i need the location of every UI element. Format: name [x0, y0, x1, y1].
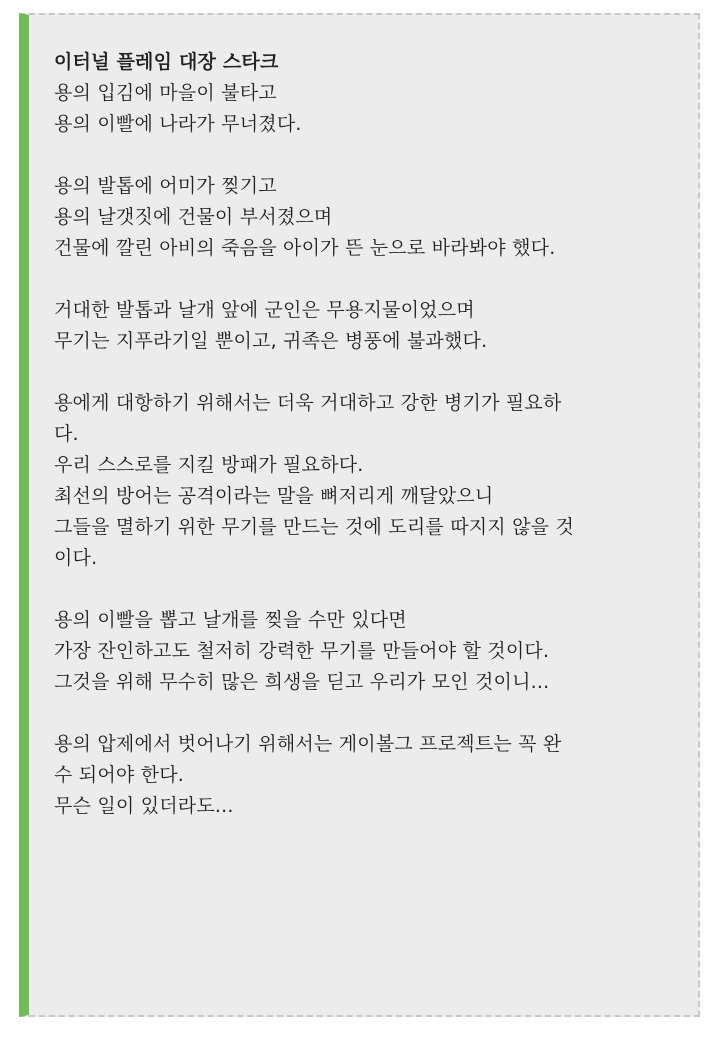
- quote-line: 우리 스스로를 지킬 방패가 필요하다.: [54, 454, 364, 476]
- stanza-5: [54, 605, 676, 698]
- quote-title: 이터널 플레임 대장 스타크: [54, 51, 279, 73]
- stanza-1: [54, 78, 676, 140]
- stanza-6: [54, 729, 676, 822]
- quote-line: 용의 날갯짓에 건물이 부서졌으며: [54, 206, 333, 228]
- stanza-4: [54, 388, 676, 574]
- quote-line: 가장 잔인하고도 철저히 강력한 무기를 만들어야 할 것이다.: [54, 640, 550, 662]
- quote-line: 건물에 깔린 아비의 죽음을 아이가 뜬 눈으로 바라봐야 했다.: [54, 237, 556, 259]
- quote-line: 용의 이빨에 나라가 무너졌다.: [54, 113, 302, 135]
- quote-line: 용의 발톱에 어미가 찢기고: [54, 175, 277, 197]
- quote-line: 무슨 일이 있더라도...: [54, 795, 234, 817]
- quote-line: 그들을 멸하기 위한 무기를 만드는 것에 도리를 따지지 않을 것 이다.: [54, 516, 575, 569]
- quote-line: 용의 압제에서 벗어나기 위해서는 게이볼그 프로젝트는 꼭 완 수 되어야 한다.: [54, 733, 562, 786]
- quote-text: [54, 47, 676, 822]
- quote-line: 그것을 위해 무수히 많은 희생을 딛고 우리가 모인 것이니...: [54, 671, 550, 693]
- quote-box: [19, 13, 700, 1017]
- quote-line: 최선의 방어는 공격이라는 말을 뼈저리게 깨달았으니: [54, 485, 494, 507]
- quote-line: 용에게 대항하기 위해서는 더욱 거대하고 강한 병기가 필요하 다.: [54, 392, 562, 445]
- stanza-3: [54, 295, 676, 357]
- quote-line: 무기는 지푸라기일 뿐이고, 귀족은 병풍에 불과했다.: [54, 330, 488, 352]
- quote-line: 용의 이빨을 뽑고 날개를 찢을 수만 있다면: [54, 609, 407, 631]
- stanza-2: [54, 171, 676, 264]
- quote-line: 거대한 발톱과 날개 앞에 군인은 무용지물이었으며: [54, 299, 475, 321]
- quote-line: 용의 입김에 마을이 불타고: [54, 82, 277, 104]
